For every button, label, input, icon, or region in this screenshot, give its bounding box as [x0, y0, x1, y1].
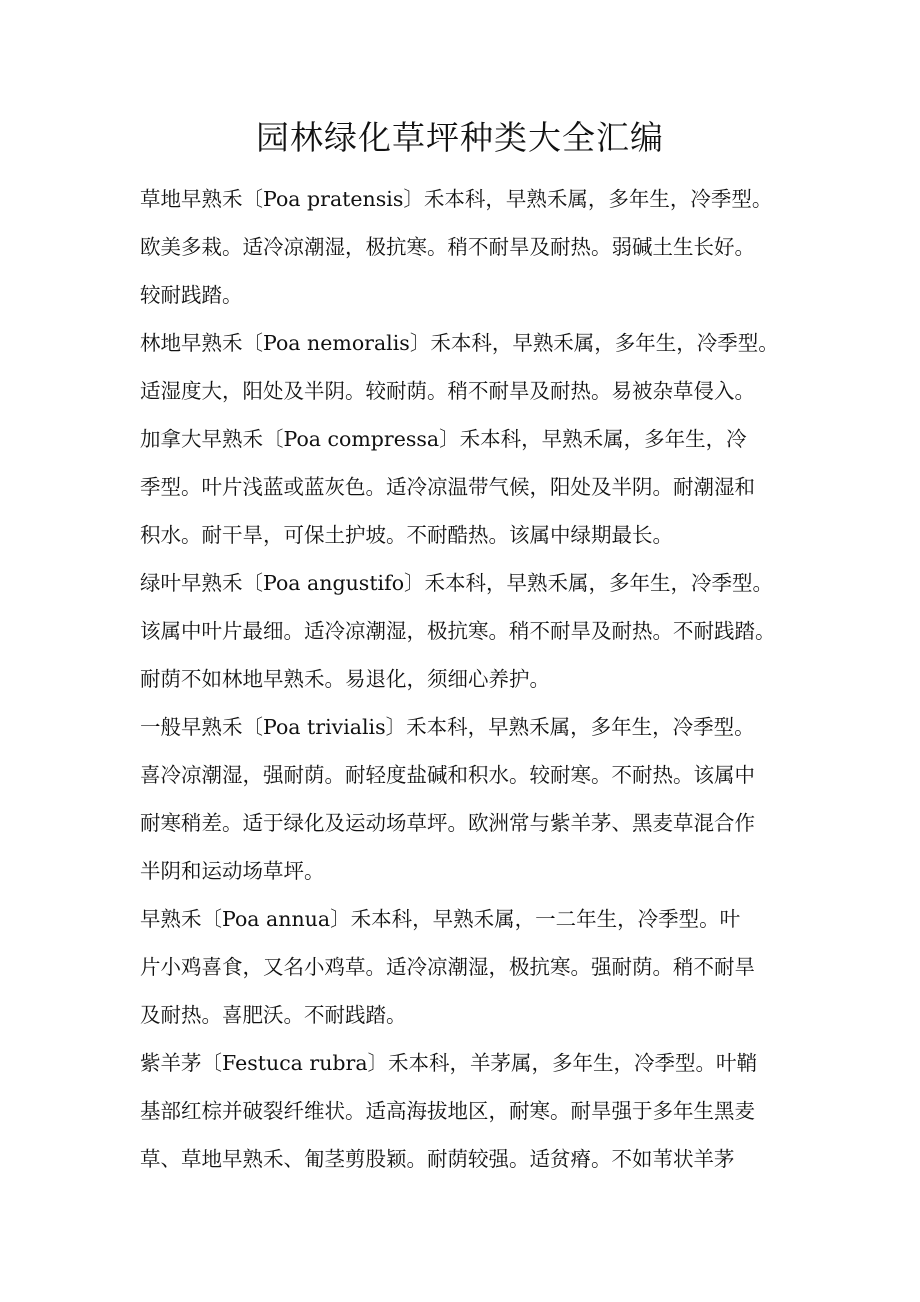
text-line: 耐荫不如林地早熟禾。易退化，须细心养护。: [140, 667, 550, 691]
text-line: 林地早熟禾〔Poa nemoralis〕禾本科，早熟禾属，多年生，冷季型。: [140, 331, 779, 355]
text-line: 早熟禾〔Poa annua〕禾本科，早熟禾属，一二年生，冷季型。叶: [140, 907, 741, 931]
text-line: 适湿度大，阳处及半阴。较耐荫。稍不耐旱及耐热。易被杂草侵入。: [140, 379, 755, 403]
text-line: 及耐热。喜肥沃。不耐践踏。: [140, 1003, 407, 1027]
text-line: 片小鸡喜食，又名小鸡草。适冷凉潮湿，极抗寒。强耐荫。稍不耐旱: [140, 955, 755, 979]
text-line: 草、草地早熟禾、匍茎剪股颖。耐荫较强。适贫瘠。不如苇状羊茅: [140, 1147, 735, 1171]
text-line: 季型。叶片浅蓝或蓝灰色。适冷凉温带气候，阳处及半阴。耐潮湿和: [140, 475, 755, 499]
text-line: 一般早熟禾〔Poa trivialis〕禾本科，早熟禾属，多年生，冷季型。: [140, 715, 755, 739]
text-line: 半阴和运动场草坪。: [140, 859, 325, 883]
text-line: 草地早熟禾〔Poa pratensis〕禾本科，早熟禾属，多年生，冷季型。: [140, 187, 773, 211]
text-line: 紫羊茅〔Festuca rubra〕禾本科，羊茅属，多年生，冷季型。叶鞘: [140, 1051, 758, 1075]
text-line: 绿叶早熟禾〔Poa angustifo〕禾本科，早熟禾属，多年生，冷季型。: [140, 571, 774, 595]
text-line: 该属中叶片最细。适冷凉潮湿，极抗寒。稍不耐旱及耐热。不耐践踏。: [140, 619, 776, 643]
text-line: 耐寒稍差。适于绿化及运动场草坪。欧洲常与紫羊茅、黑麦草混合作: [140, 811, 755, 835]
document-title: 园林绿化草坪种类大全汇编: [256, 118, 664, 157]
text-line: 基部红棕并破裂纤维状。适高海拔地区，耐寒。耐旱强于多年生黑麦: [140, 1099, 755, 1123]
text-line: 加拿大早熟禾〔Poa compressa〕禾本科，早熟禾属，多年生，冷: [140, 427, 747, 451]
text-line: 欧美多栽。适冷凉潮湿，极抗寒。稍不耐旱及耐热。弱碱土生长好。: [140, 235, 755, 259]
text-line: 较耐践踏。: [140, 283, 243, 307]
text-line: 积水。耐干旱，可保土护坡。不耐酷热。该属中绿期最长。: [140, 523, 673, 547]
text-line: 喜冷凉潮湿，强耐荫。耐轻度盐碱和积水。较耐寒。不耐热。该属中: [140, 763, 755, 787]
